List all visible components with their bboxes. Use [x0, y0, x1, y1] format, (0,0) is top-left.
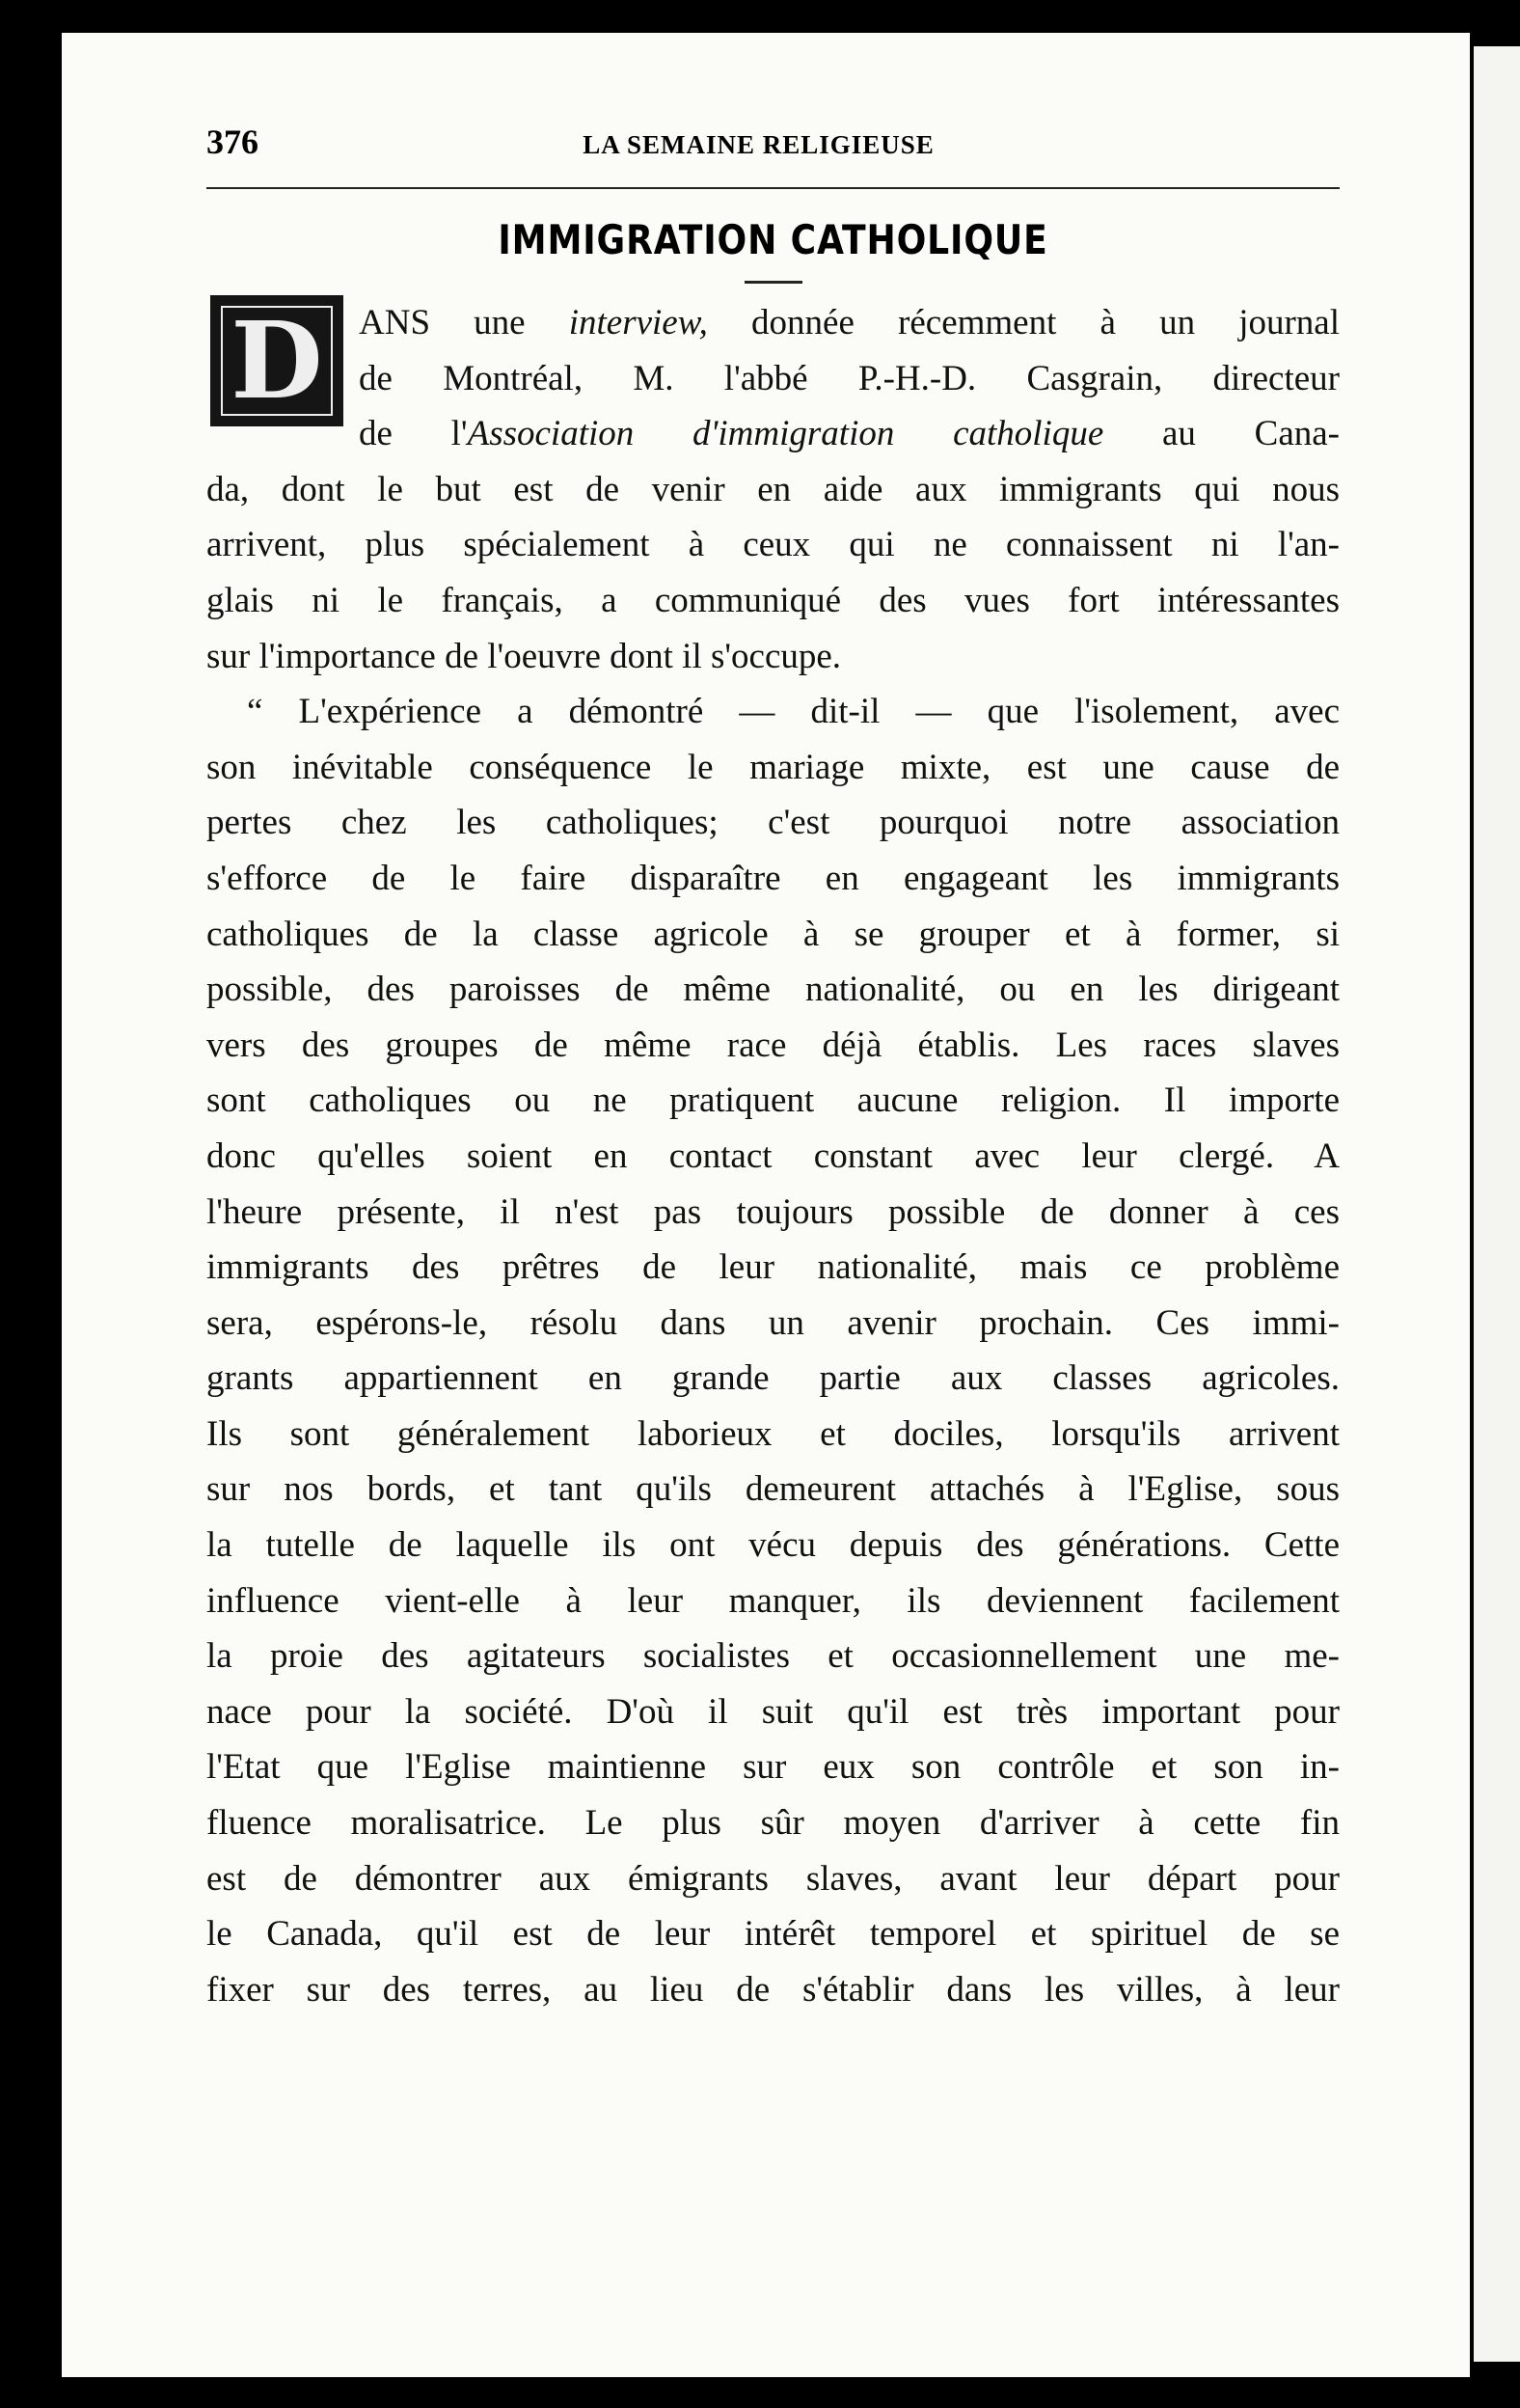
text-line: grants appartiennent en grande partie aux classes agricoles. [206, 1358, 1340, 1399]
text-line: l'heure présente, il n'est pas toujours possible de donner à ces [206, 1191, 1340, 1232]
text-line: arrivent, plus spécialement à ceux qui ne connaissent ni l'an- [206, 525, 1340, 565]
text-line: s'efforce de le faire disparaître en engageant les immigrants [206, 858, 1340, 898]
header-rule [206, 187, 1340, 189]
text-line: le Canada, qu'il est de leur intérêt temporel et spirituel de se [206, 1914, 1340, 1955]
text-line: sur nos bords, et tant qu'ils demeurent attachés à l'Eglise, sous [206, 1469, 1340, 1510]
text-line: sera, espérons-le, résolu dans un avenir prochain. Ces immi- [206, 1302, 1340, 1343]
text-line: est de démontrer aux émigrants slaves, avant leur départ pour [206, 1858, 1340, 1899]
text-line: de Montréal, M. l'abbé P.-H.-D. Casgrain, directeur [359, 358, 1340, 398]
running-head: LA SEMAINE RELIGIEUSE [583, 130, 935, 159]
second-paragraph [206, 684, 1340, 2017]
text-line: nace pour la société. D'où il suit qu'il est très important pour [206, 1691, 1340, 1732]
text-line: fluence moralisatrice. Le plus sûr moyen d'arriver à cette fin [206, 1803, 1340, 1844]
text-line: de l'Association d'immigration catholique au Cana- [359, 414, 1340, 454]
text-line: la proie des agitateurs socialistes et occasionnellement une me- [206, 1636, 1340, 1677]
first-paragraph [206, 295, 1340, 684]
text-line: glais ni le français, a communiqué des vues fort intéressantes [206, 580, 1340, 620]
page-header [206, 122, 1340, 179]
text-line: influence vient-elle à leur manquer, ils deviennent facilement [206, 1580, 1340, 1621]
adjacent-page-edge [1474, 46, 1520, 2362]
text-line: pertes chez les catholiques; c'est pourquoi notre association [206, 803, 1340, 843]
article-body [206, 295, 1340, 2017]
text-line: immigrants des prêtres de leur nationalité, mais ce problème [206, 1247, 1340, 1288]
text-line: donc qu'elles soient en contact constant avec leur clergé. A [206, 1136, 1340, 1176]
page-content [206, 122, 1340, 2017]
text-line: da, dont le but est de venir en aide aux immigrants qui nous [206, 469, 1340, 509]
text-line: “ L'expérience a démontré — dit-il — que l'isolement, avec [247, 692, 1340, 732]
drop-cap-letter: D [231, 298, 323, 423]
title-divider [745, 281, 802, 284]
text-line: l'Etat que l'Eglise maintienne sur eux son contrôle et son in- [206, 1747, 1340, 1788]
text-line: ANS une interview, donnée récemment à un journal [359, 303, 1341, 342]
text-line: la tutelle de laquelle ils ont vécu depuis des générations. Cette [206, 1525, 1340, 1566]
text-line: son inévitable conséquence le mariage mixte, est une cause de [206, 747, 1340, 787]
text-line: vers des groupes de même race déjà établis. Les races slaves [206, 1025, 1340, 1065]
text-line: possible, des paroisses de même nationalité, ou en les dirigeant [206, 970, 1340, 1010]
article-title: IMMIGRATION CATHOLIQUE [498, 216, 1048, 263]
text-line: sur l'importance de l'oeuvre dont il s'occupe. [206, 636, 842, 676]
drop-cap-ornament [210, 295, 343, 426]
text-line: sont catholiques ou ne pratiquent aucune religion. Il importe [206, 1081, 1340, 1121]
page-number: 376 [206, 123, 258, 161]
text-line: catholiques de la classe agricole à se grouper et à former, si [206, 914, 1340, 954]
text-line: fixer sur des terres, au lieu de s'établir dans les villes, à leur [206, 1969, 1340, 2010]
text-line: Ils sont généralement laborieux et dociles, lorsqu'ils arrivent [206, 1413, 1340, 1454]
